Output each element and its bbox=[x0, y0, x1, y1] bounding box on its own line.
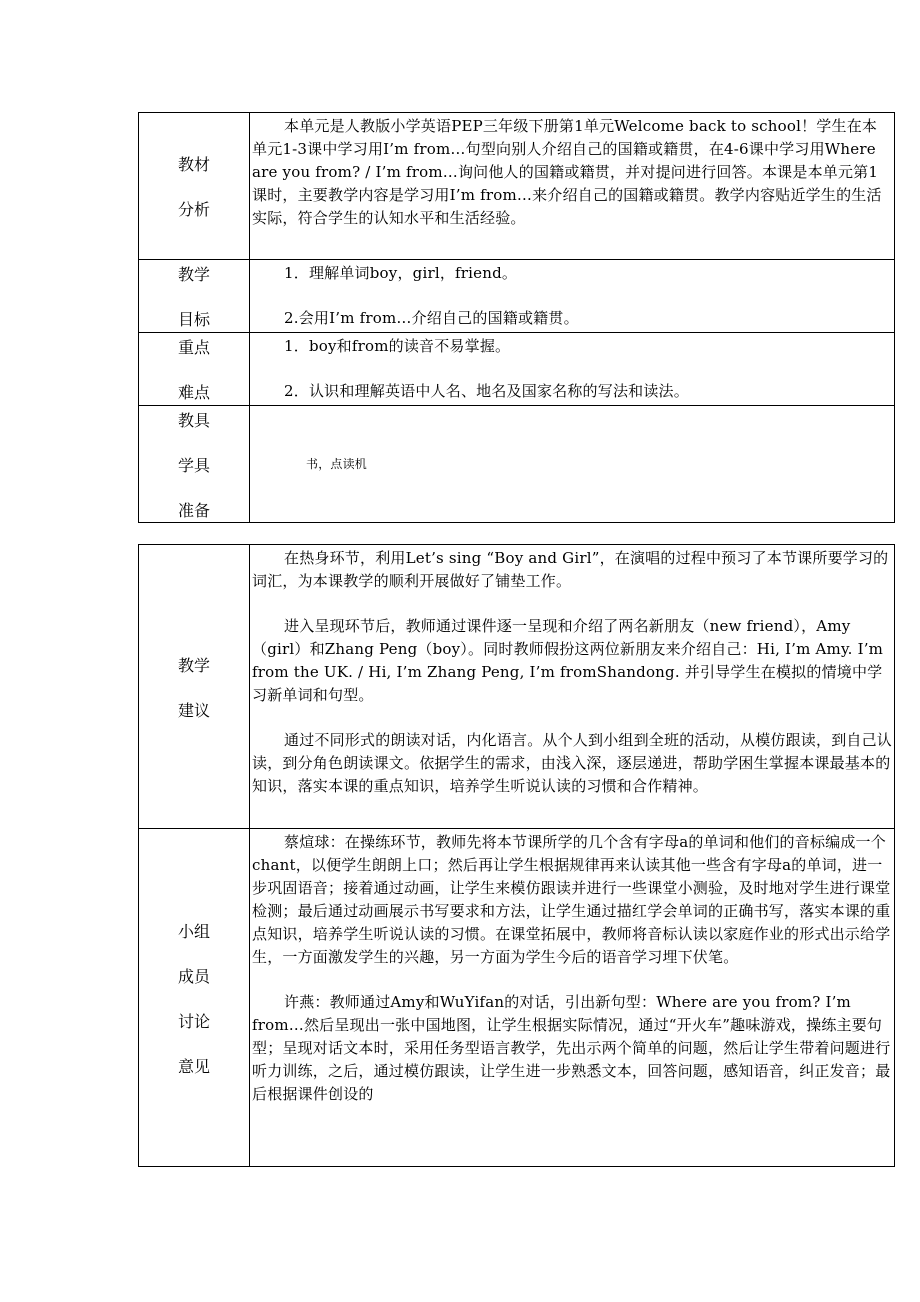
row-group-opinions bbox=[139, 829, 895, 1167]
lesson-suggestions-table bbox=[138, 544, 895, 1167]
row-label bbox=[139, 545, 250, 829]
row-label bbox=[139, 260, 250, 333]
row-label bbox=[139, 406, 250, 523]
row-teaching-goals bbox=[139, 260, 895, 333]
paragraph: 本单元是人教版小学英语PEP三年级下册第1单元Welcome back to school！学生在本单元1-3课中学习用I’m from…句型向别人介绍自己的国籍或籍贯，在4-6课中学习用Where are you from? / I’m from…询问他人的国籍或籍贯，并对提问进行回答。本课是本单元第1课时，主要教学内容是学习用I’m from…来介绍自己的国籍或籍贯。教学内容贴近学生的生活实际，符合学生的认知水平和生活经验。 bbox=[252, 117, 882, 227]
paragraph: 进入呈现环节后，教师通过课件逐一呈现和介绍了两名新朋友（new friend），Amy（girl）和Zhang Peng（boy）。同时教师假扮这两位新朋友来介绍自己：Hi, I’m Amy. I’m from the UK. / Hi, I’m Zhang Peng, I’m fromShandong. 并引导学生在模拟的情境中学习新单词和句型。 bbox=[252, 617, 884, 704]
paragraph: 在热身环节，利用Let’s sing “Boy and Girl”，在演唱的过程中预习了本节课所要学习的词汇，为本课教学的顺利开展做好了铺垫工作。 bbox=[252, 549, 889, 590]
row-key-points bbox=[139, 333, 895, 406]
paragraph: 许燕：教师通过Amy和WuYifan的对话，引出新句型：Where are you from? I’m from…然后呈现出一张中国地图，让学生根据实际情况，通过“开火车”趣味游戏，操练主要句型；呈现对话文本时，采用任务型语言教学，先出示两个简单的问题，然后让学生带着问题进行听力训练，之后，通过模仿跟读，让学生进一步熟悉文本，回答问题，感知语音，纠正发音；最后根据课件创设的 bbox=[252, 993, 891, 1103]
row-content bbox=[250, 333, 895, 406]
label-line: 意见 bbox=[177, 1056, 210, 1076]
label-line: 讨论 bbox=[177, 1011, 210, 1031]
row-content bbox=[250, 113, 895, 260]
label-line: 小组 bbox=[177, 921, 210, 941]
row-label bbox=[139, 333, 250, 406]
label-line: 分析 bbox=[177, 200, 210, 219]
row-textbook-analysis bbox=[139, 113, 895, 260]
label-line: 准备 bbox=[177, 500, 210, 520]
lesson-analysis-table bbox=[138, 112, 895, 523]
row-content bbox=[250, 829, 895, 1167]
row-content bbox=[250, 545, 895, 829]
row-label bbox=[139, 113, 250, 260]
label-line: 难点 bbox=[177, 383, 210, 402]
paragraph: 1．boy和from的读音不易掌握。 bbox=[284, 337, 511, 355]
paragraph: 通过不同形式的朗读对话，内化语言。从个人到小组到全班的活动，从模仿跟读，到自己认读，到分角色朗读课文。依据学生的需求，由浅入深，逐层递进，帮助学困生掌握本课最基本的知识，落实本课的重点知识，培养学生听说认读的习惯和合作精神。 bbox=[252, 731, 893, 795]
label-line: 教学 bbox=[177, 265, 210, 284]
label-line: 教具 bbox=[177, 410, 210, 430]
row-content bbox=[250, 406, 895, 523]
row-label bbox=[139, 829, 250, 1167]
paragraph: 2．认识和理解英语中人名、地名及国家名称的写法和读法。 bbox=[284, 382, 689, 400]
label-line: 目标 bbox=[177, 310, 210, 329]
label-line: 教材 bbox=[177, 155, 210, 174]
paragraph: 2.会用I’m from…介绍自己的国籍或籍贯。 bbox=[284, 309, 579, 327]
row-teaching-suggestions bbox=[139, 545, 895, 829]
row-content bbox=[250, 260, 895, 333]
label-line: 建议 bbox=[177, 700, 210, 720]
paragraph: 1．理解单词boy，girl，friend。 bbox=[284, 264, 518, 282]
label-line: 学具 bbox=[177, 455, 210, 475]
paragraph: 蔡煊球：在操练环节，教师先将本节课所学的几个含有字母a的单词和他们的音标编成一个chant，以便学生朗朗上口；然后再让学生根据规律再来认读其他一些含有字母a的单词，进一步巩固语音；接着通过动画，让学生来模仿跟读并进行一些课堂小测验，及时地对学生进行课堂检测；最后通过动画展示书写要求和方法，让学生通过描红学会单词的正确书写，落实本课的重点知识，培养学生听说认读的习惯。在课堂拓展中，教师将音标认读以家庭作业的形式出示给学生，一方面激发学生的兴趣，另一方面为学生今后的语音学习埋下伏笔。 bbox=[252, 833, 891, 966]
row-teaching-aids bbox=[139, 406, 895, 523]
paragraph: 书，点读机 bbox=[306, 456, 368, 471]
label-line: 成员 bbox=[177, 966, 210, 986]
label-line: 重点 bbox=[177, 338, 210, 357]
label-line: 教学 bbox=[177, 655, 210, 675]
